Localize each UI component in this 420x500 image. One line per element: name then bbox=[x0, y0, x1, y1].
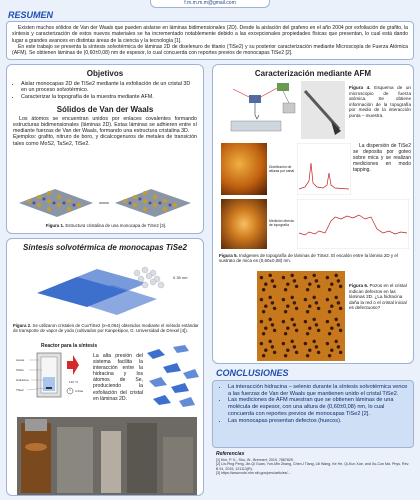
afm-schematic bbox=[221, 81, 299, 139]
conclusion-item: • Las monocapas presentan defectos (huecos). bbox=[228, 418, 408, 425]
afm-panel bbox=[212, 64, 414, 364]
layered-crystal-illustration bbox=[17, 257, 197, 319]
conclusiones-section bbox=[212, 368, 414, 496]
conclusion-item: • Las mediciones de AFM muestran que se obtienen láminas de una molécula de espesor, con una altura de (0,60±0,08) nm, lo cual concuerda con reportes previos de monocapas TiSe2 [2]. bbox=[228, 397, 408, 417]
reference-item: [1] Kim, P. K., Shu, W., Brennert, 2019, 7867829. bbox=[216, 458, 294, 462]
figure-2-label: Figura 2. bbox=[13, 323, 32, 328]
reactor-label-hidracina: Hidracina bbox=[16, 378, 29, 382]
conclusion-item: • La interacción hidracina – selenio durante la síntesis solvotérmica vence a las fuerzas de Van der Waals que mantienen unido el cristal TiSe2. bbox=[228, 384, 408, 397]
afm-heading: Caracterización mediante AFM bbox=[254, 69, 372, 78]
referencias-heading: Referencias bbox=[216, 451, 245, 457]
afm-image-2 bbox=[221, 199, 267, 249]
solidos-examples: Ejemplos: grafito, nitruro de boro, y dicalcogenuros de metales de transición tales como MoS2, TaSe2, TiSe2. bbox=[13, 134, 197, 147]
objetivos-list bbox=[21, 81, 197, 101]
objetivo-item: • Caracterizar la topografía de la muestra mediante AFM. bbox=[21, 94, 197, 100]
crystal-structure-illustration bbox=[15, 183, 197, 221]
height-distribution-plot bbox=[297, 143, 351, 195]
referencias-list bbox=[216, 458, 412, 475]
afm-cantilever-photo bbox=[301, 81, 345, 139]
afm-defects-image bbox=[257, 271, 345, 361]
resumen-box bbox=[6, 21, 414, 60]
figure-6-caption bbox=[349, 283, 409, 311]
reactor-label-tise2: TiSe2 bbox=[16, 388, 24, 392]
afm-image-1 bbox=[221, 143, 267, 195]
objetivo-item: • Aislar monocapas 2D de TiSe2 mediante la exfoliación de un cristal 3D en un proceso solvotérmico. bbox=[21, 81, 197, 94]
resumen-paragraph-2: En este trabajo se presenta la síntesis solvotérmica de láminas 2D de diselenuro de titanio (TiSe2) y su posterior caracterización mediante Microscopía de Fuerza Atómica (AFM). Se obtienen láminas de (0,60±0,08) nm de espesor, lo cual concuerda con reportes previos de monocapas TiSe2 [2]. bbox=[12, 43, 408, 57]
afm-image-2-label: Medición directa de topografía bbox=[269, 219, 294, 228]
solidos-body bbox=[7, 114, 203, 149]
figure-1-caption bbox=[7, 223, 204, 228]
figure-1-text: Estructura cristalina de una monocapa de TiSe2 [3]. bbox=[65, 223, 167, 228]
email-chip: f.m.m.m.m@gmail.com bbox=[150, 0, 270, 8]
objetivos-heading: Objetivos bbox=[86, 69, 124, 78]
solidos-text: Los átomos se encuentran unidos por enlaces covalentes formando estructuras bidimensionales (láminas 2D). Estas láminas se adhieren entre sí mediante fuerzas de Van der Waals, formando una estructura cristalina 3D. bbox=[13, 115, 197, 135]
figure-4-text: Esquema de un microscopio de fuerza atómica. Se obtiene información de la topografía por medio de la interacción punta – muestra. bbox=[349, 85, 411, 118]
time-label: 3 días bbox=[75, 389, 84, 393]
sintesis-panel bbox=[6, 238, 204, 496]
vial-photo bbox=[17, 417, 197, 495]
figure-4-caption bbox=[349, 85, 411, 118]
reference-item: [2] Lin-Ping Peng, Jie-Qi Guan, Yun-Min Zhang, Chen-I Tiang, Lili Wang, Ke He, Qi-Kun Xue, and Xu-Cun Ma. Phys. Rev. B 91, 2015, 121113(R). bbox=[216, 462, 410, 471]
conclusiones-heading: CONCLUSIONES bbox=[216, 368, 289, 378]
solidos-heading: Sólidos de Van der Waals bbox=[56, 104, 154, 114]
tapping-text: La dispersión de TiSe2 se deposita por goteo sobre mica y se realizan mediciones en modo tapping. bbox=[353, 143, 411, 173]
conclusiones-list bbox=[228, 384, 408, 424]
reactor-title: Reactor para la síntesis bbox=[41, 343, 98, 349]
figure-5-text: Imágenes de topografía de láminas de TiSe2. El escalón entre la lámina 2D y el sustrato de mica es (0,60±0,08) nm. bbox=[219, 253, 398, 264]
resumen-heading: RESUMEN bbox=[8, 10, 54, 20]
figure-5-label: Figura 5. bbox=[219, 253, 238, 258]
reference-item: [3] https://www.ncbi.nlm.nih.gov/pmc/articles/... bbox=[216, 470, 291, 475]
figure-4-label: Figura 4. bbox=[349, 85, 371, 90]
figure-6-text: Pozos en el cristal indican defectos en las láminas 2D. ¿La hidracina daña la red o el cristal inicial es defectuoso? bbox=[349, 283, 407, 311]
reactor-diagram bbox=[15, 349, 85, 401]
reactor-label-teflon: Teflón bbox=[16, 368, 25, 372]
figure-5-caption bbox=[219, 253, 409, 264]
figure-2-caption bbox=[13, 323, 199, 333]
flakes-illustration bbox=[143, 343, 201, 413]
scale-label: 0.35 nm bbox=[173, 275, 188, 280]
figure-2-text: Se utilizaron cristales de CuxTiSe2 (x≈0,064) obtenidos mediante el método estándar de transporte de vapor de yodo (cultivados por Kanpekipov, G. Universidad de Drexel [4]). bbox=[13, 323, 199, 334]
sintesis-heading: Síntesis solvotérmica de monocapas TiSe2 bbox=[23, 243, 187, 252]
reactor-label-aceite: Aceite bbox=[16, 358, 25, 362]
figure-6-label: Figura 6. bbox=[349, 283, 369, 288]
conclusiones-box bbox=[212, 380, 414, 448]
height-profile-plot bbox=[297, 199, 409, 249]
top-bar bbox=[0, 0, 420, 10]
reactor-explanation: La alta presión del sistema facilita la interacción entre la hidracina y los átomos de Se, produciendo la exfoliación del cristal en láminas 2D. bbox=[93, 353, 143, 402]
figure-1-label: Figura 1. bbox=[45, 223, 65, 228]
afm-image-1-label: Distribución de alturas por canal bbox=[269, 165, 295, 174]
resumen-paragraph-1: Existen muchos sólidos de Van der Waals que pueden aislarse en láminas bidimensionales (2D). Desde la aislación del grafeno en el año 2004 por exfoliación de grafito, la síntesis y caracterización de estos nuevos materiales se ha incrementado notablemente debido a las excepcionales propiedades físicas que presentan, lo cual está dando lugar a grandes avances en distintas áreas de la ciencia y la tecnología [1]. bbox=[12, 25, 408, 44]
objetivos-panel bbox=[6, 64, 204, 234]
temperature-label: 140 °C bbox=[69, 380, 79, 384]
